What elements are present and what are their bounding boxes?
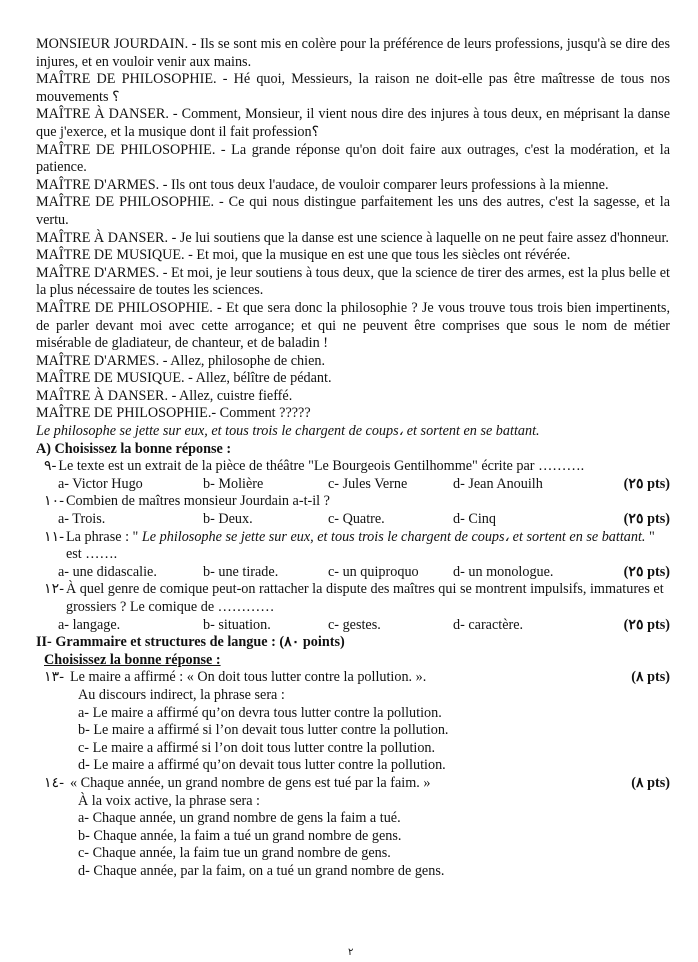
question-12 (36, 581, 670, 634)
option-c[interactable]: c- Le maire a affirmé si l’on doit tous lutter contre la pollution. (78, 739, 436, 756)
question-number: ١٠- (44, 493, 64, 510)
option-a[interactable]: a- Le maire a affirmé qu’on devra tous lutter contre la pollution. (78, 704, 442, 721)
option-c[interactable]: c- gestes. (328, 616, 381, 633)
section-a-title: A) Choisissez la bonne réponse : (36, 440, 232, 457)
stage-direction: Le philosophe se jette sur eux, et tous trois le chargent de coups، et sortent en se battant. (36, 423, 540, 440)
question-14 (36, 775, 670, 881)
dialogue-block (36, 36, 670, 441)
question-text (66, 529, 670, 564)
option-a[interactable]: a- langage. (58, 616, 121, 633)
option-b[interactable]: b- Deux. (203, 511, 253, 528)
section-ii-title: II- Grammaire et structures de langue : (٨٠ points) (36, 634, 345, 651)
section-ii-subtitle: Choisissez la bonne réponse : (44, 651, 221, 668)
question-number: ١٢- (44, 581, 64, 598)
dialogue-line: MAÎTRE DE PHILOSOPHIE.- Comment ????? (36, 405, 311, 422)
question-number: ١٤- (44, 774, 64, 791)
question-text: Combien de maîtres monsieur Jourdain a-t-il ? (65, 493, 330, 510)
option-b[interactable]: b- Molière (203, 475, 264, 492)
option-a[interactable]: a- Chaque année, un grand nombre de gens la faim a tué. (78, 810, 401, 827)
option-a[interactable]: a- Victor Hugo (58, 475, 143, 492)
points-label: (٢٥ pts) (623, 511, 670, 528)
points-label: (٨ pts) (631, 774, 670, 791)
question-text-suffix: " est ……. (65, 528, 655, 563)
option-b[interactable]: b- une tirade. (203, 563, 279, 580)
question-13 (36, 669, 670, 775)
question-10 (36, 493, 670, 528)
quoted-stage-direction: Le philosophe se jette sur eux, et tous trois le chargent de coups، et sortent en se battant. (141, 528, 646, 545)
dialogue-line: MONSIEUR JOURDAIN. - Ils se sont mis en colère pour la préférence de leurs professions, jusqu'à se dire des injures, et en vouloir venir aux mains. (36, 36, 670, 70)
question-instruction: À la voix active, la phrase sera : (78, 792, 260, 809)
question-text: Le maire a affirmé : « On doit tous lutter contre la pollution. ». (69, 669, 427, 686)
question-instruction: Au discours indirect, la phrase sera : (78, 686, 285, 703)
option-d[interactable]: d- Le maire a affirmé qu’on devait tous lutter contre la pollution. (78, 757, 446, 774)
dialogue-line: MAÎTRE D'ARMES. - Allez, philosophe de chien. (36, 352, 326, 369)
question-number: ٩- (44, 458, 57, 475)
option-d[interactable]: d- Cinq (453, 511, 496, 528)
question-text: « Chaque année, un grand nombre de gens est tué par la faim. » (69, 774, 431, 791)
option-d[interactable]: d- Chaque année, par la faim, on a tué un grand nombre de gens. (78, 862, 445, 879)
dialogue-line: MAÎTRE DE MUSIQUE. - Allez, bélître de pédant. (36, 370, 332, 387)
option-d[interactable]: d- Jean Anouilh (453, 475, 543, 492)
page-number: ٢ (348, 947, 354, 958)
points-label: (٨ pts) (631, 669, 670, 686)
dialogue-line: MAÎTRE DE PHILOSOPHIE. - Et que sera donc la philosophie ? Je vous trouve tous trois bien impertinents, de parler devant moi avec cette arrogance; et qui ne peuvent être comprises que sous le nom de métier misérable de gladiateur, de chanteur, et de baladin ! (36, 299, 670, 352)
dialogue-line: MAÎTRE D'ARMES. - Ils ont tous deux l'audace, de vouloir comparer leurs professions à la mienne. (36, 176, 609, 193)
question-9 (36, 458, 670, 493)
option-c[interactable]: c- un quiproquo (328, 563, 419, 580)
dialogue-line: MAÎTRE DE PHILOSOPHIE. - Ce qui nous distingue parfaitement les uns des autres, c'est la sagesse, et la vertu. (36, 194, 670, 228)
option-d[interactable]: d- caractère. (453, 616, 524, 633)
option-a[interactable]: a- Trois. (58, 511, 106, 528)
option-c[interactable]: c- Quatre. (328, 511, 385, 528)
question-text: Le texte est un extrait de la pièce de théâtre "Le Bourgeois Gentilhomme" écrite par ………. (58, 458, 585, 475)
question-11 (36, 529, 670, 582)
question-number: ١٣- (44, 669, 64, 686)
dialogue-line: MAÎTRE À DANSER. - Allez, cuistre fieffé. (36, 387, 293, 404)
option-b[interactable]: b- Le maire a affirmé si l’on devait tous lutter contre la pollution. (78, 722, 449, 739)
question-text: À quel genre de comique peut-on rattacher la dispute des maîtres qui se montrent impulsifs, immatures et grossiers ? Le comique de ………… (65, 581, 664, 615)
dialogue-line: MAÎTRE DE PHILOSOPHIE. - Hé quoi, Messieurs, la raison ne doit-elle pas être maîtresse de tous nos mouvements ؟ (36, 71, 670, 105)
points-label: (٢٥ pts) (623, 563, 670, 580)
dialogue-line: MAÎTRE À DANSER. - Je lui soutiens que la danse est une science à laquelle on ne peut faire assez d'honneur. (36, 229, 669, 246)
question-number: ١١- (44, 528, 64, 545)
option-d[interactable]: d- un monologue. (453, 563, 554, 580)
question-text-prefix: La phrase : " (65, 528, 142, 545)
option-c[interactable]: c- Chaque année, la faim tue un grand nombre de gens. (78, 845, 391, 862)
points-label: (٢٥ pts) (623, 616, 670, 633)
option-a[interactable]: a- une didascalie. (58, 563, 157, 580)
dialogue-line: MAÎTRE DE PHILOSOPHIE. - La grande réponse qu'on doit faire aux outrages, c'est la modération, et la patience. (36, 141, 670, 176)
option-b[interactable]: b- situation. (203, 616, 271, 633)
dialogue-line: MAÎTRE D'ARMES. - Et moi, je leur soutiens à tous deux, que la science de tirer des armes, est la plus belle et la plus nécessaire de toutes les sciences. (36, 264, 670, 299)
dialogue-line: MAÎTRE À DANSER. - Comment, Monsieur, il vient nous dire des injures à tous deux, en méprisant la danse que j'exerce, et la musique dont il fait profession؟ (36, 106, 670, 140)
dialogue-line: MAÎTRE DE MUSIQUE. - Et moi, que la musique en est une que tous les siècles ont révérée. (36, 247, 571, 264)
option-b[interactable]: b- Chaque année, la faim a tué un grand nombre de gens. (78, 827, 402, 844)
option-c[interactable]: c- Jules Verne (328, 475, 408, 492)
points-label: (٢٥ pts) (623, 475, 670, 492)
